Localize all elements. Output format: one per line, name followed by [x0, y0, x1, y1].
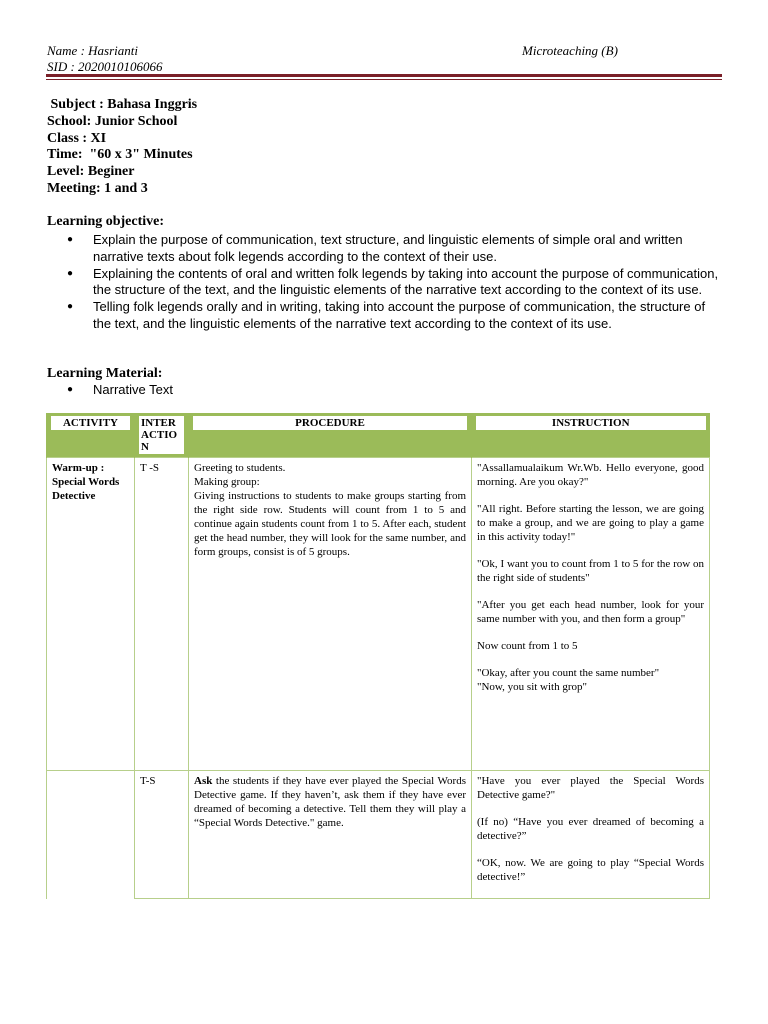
- instruction-cell: [472, 458, 710, 771]
- activity-cell: [47, 771, 135, 899]
- instruction-line: "Ok, I want you to count from 1 to 5 for the row on the right side of students": [477, 558, 704, 584]
- procedure-cell: [189, 458, 472, 771]
- level-line: Level: Beginer: [47, 164, 135, 180]
- bullet-icon: ●: [67, 234, 74, 245]
- table-row: [47, 458, 710, 771]
- objective-list: [47, 232, 722, 333]
- procedure-lead: Ask: [194, 775, 213, 787]
- table-header-row: [47, 413, 710, 458]
- procedure-line: Greeting to students.: [194, 462, 286, 474]
- subject-line: Subject : Bahasa Inggris: [47, 97, 198, 112]
- student-info: [47, 43, 163, 74]
- bullet-icon: ●: [67, 267, 74, 279]
- objective-title: Learning objective:: [47, 214, 165, 229]
- lesson-info: [47, 97, 197, 198]
- student-id: SID : 2020010106066: [47, 58, 163, 74]
- bullet-icon: ●: [67, 301, 74, 313]
- instruction-line: Now count from 1 to 5: [477, 640, 578, 652]
- instruction-line: “OK, now. We are going to play “Special Words detective!”: [477, 857, 704, 883]
- activity-header: ACTIVITY: [51, 416, 130, 430]
- student-name: Name : Hasrianti: [47, 43, 138, 58]
- interaction-header: INTERACTION: [139, 416, 184, 454]
- instruction-line: "Assallamualaikum Wr.Wb. Hello everyone, good morning. Are you okay?": [477, 462, 704, 488]
- activity-cell: Warm-up : Special Words Detective: [47, 458, 135, 771]
- material-list: [47, 382, 173, 399]
- objective-item: ● Telling folk legends orally and in writing, taking into account the purpose of communication, the structure of the text, and the linguistic elements of the narrative text according to the context of its use.: [67, 299, 706, 331]
- lesson-table: [46, 413, 710, 899]
- bullet-icon: ●: [67, 384, 74, 395]
- procedure-header: PROCEDURE: [193, 416, 467, 430]
- header-rule-thin: [46, 79, 722, 80]
- procedure-cell: [189, 771, 472, 899]
- interaction-cell: T-S: [135, 771, 189, 899]
- instruction-line: "Okay, after you count the same number": [477, 667, 660, 679]
- material-title: Learning Material:: [47, 366, 163, 381]
- objective-item: ● Explaining the contents of oral and written folk legends by taking into account the purpose of communication, the structure of the text, and the linguistic elements of the narrative text according to the context of its use.: [67, 265, 719, 298]
- time-line: Time: "60 x 3" Minutes: [47, 147, 193, 163]
- class-line: Class : XI: [47, 130, 107, 146]
- meeting-line: Meeting: 1 and 3: [47, 180, 148, 196]
- header-rule-thick: [46, 74, 722, 77]
- instruction-header: INSTRUCTION: [476, 416, 706, 430]
- instruction-cell: [472, 771, 710, 899]
- instruction-line: "After you get each head number, look for your same number with you, and then form a group": [477, 599, 704, 625]
- instruction-line: "All right. Before starting the lesson, we are going to make a group, and we are going to play a game in this activity today!": [477, 503, 704, 543]
- instruction-line: "Now, you sit with grop": [477, 681, 588, 693]
- school-line: School: Junior School: [47, 113, 178, 129]
- objective-item: ● Explain the purpose of communication, text structure, and linguistic elements of simple oral and written narrative texts about folk legends according to the context of their use.: [67, 232, 683, 264]
- table-row: [47, 771, 710, 899]
- procedure-line: Making group:: [194, 476, 260, 488]
- procedure-line: Giving instructions to students to make groups starting from the right side row. Students will count from 1 to 5 and continue again students count from 1 to 5. After each, student get the head number, they will look for the same number, and form groups, consist is of 5 groups.: [194, 490, 466, 558]
- course-name: Microteaching (B): [522, 43, 618, 58]
- interaction-cell: T -S: [135, 458, 189, 771]
- material-item: ● Narrative Text: [67, 382, 173, 397]
- procedure-text: the students if they have ever played the Special Words Detective game. If they haven’t, ask them if they have ever dreamed of becoming a detective. Tell them they will play a “Special Words Detective." game.: [194, 775, 466, 829]
- instruction-line: (If no) “Have you ever dreamed of becoming a detective?”: [477, 816, 704, 842]
- instruction-line: "Have you ever played the Special Words Detective game?": [477, 775, 704, 801]
